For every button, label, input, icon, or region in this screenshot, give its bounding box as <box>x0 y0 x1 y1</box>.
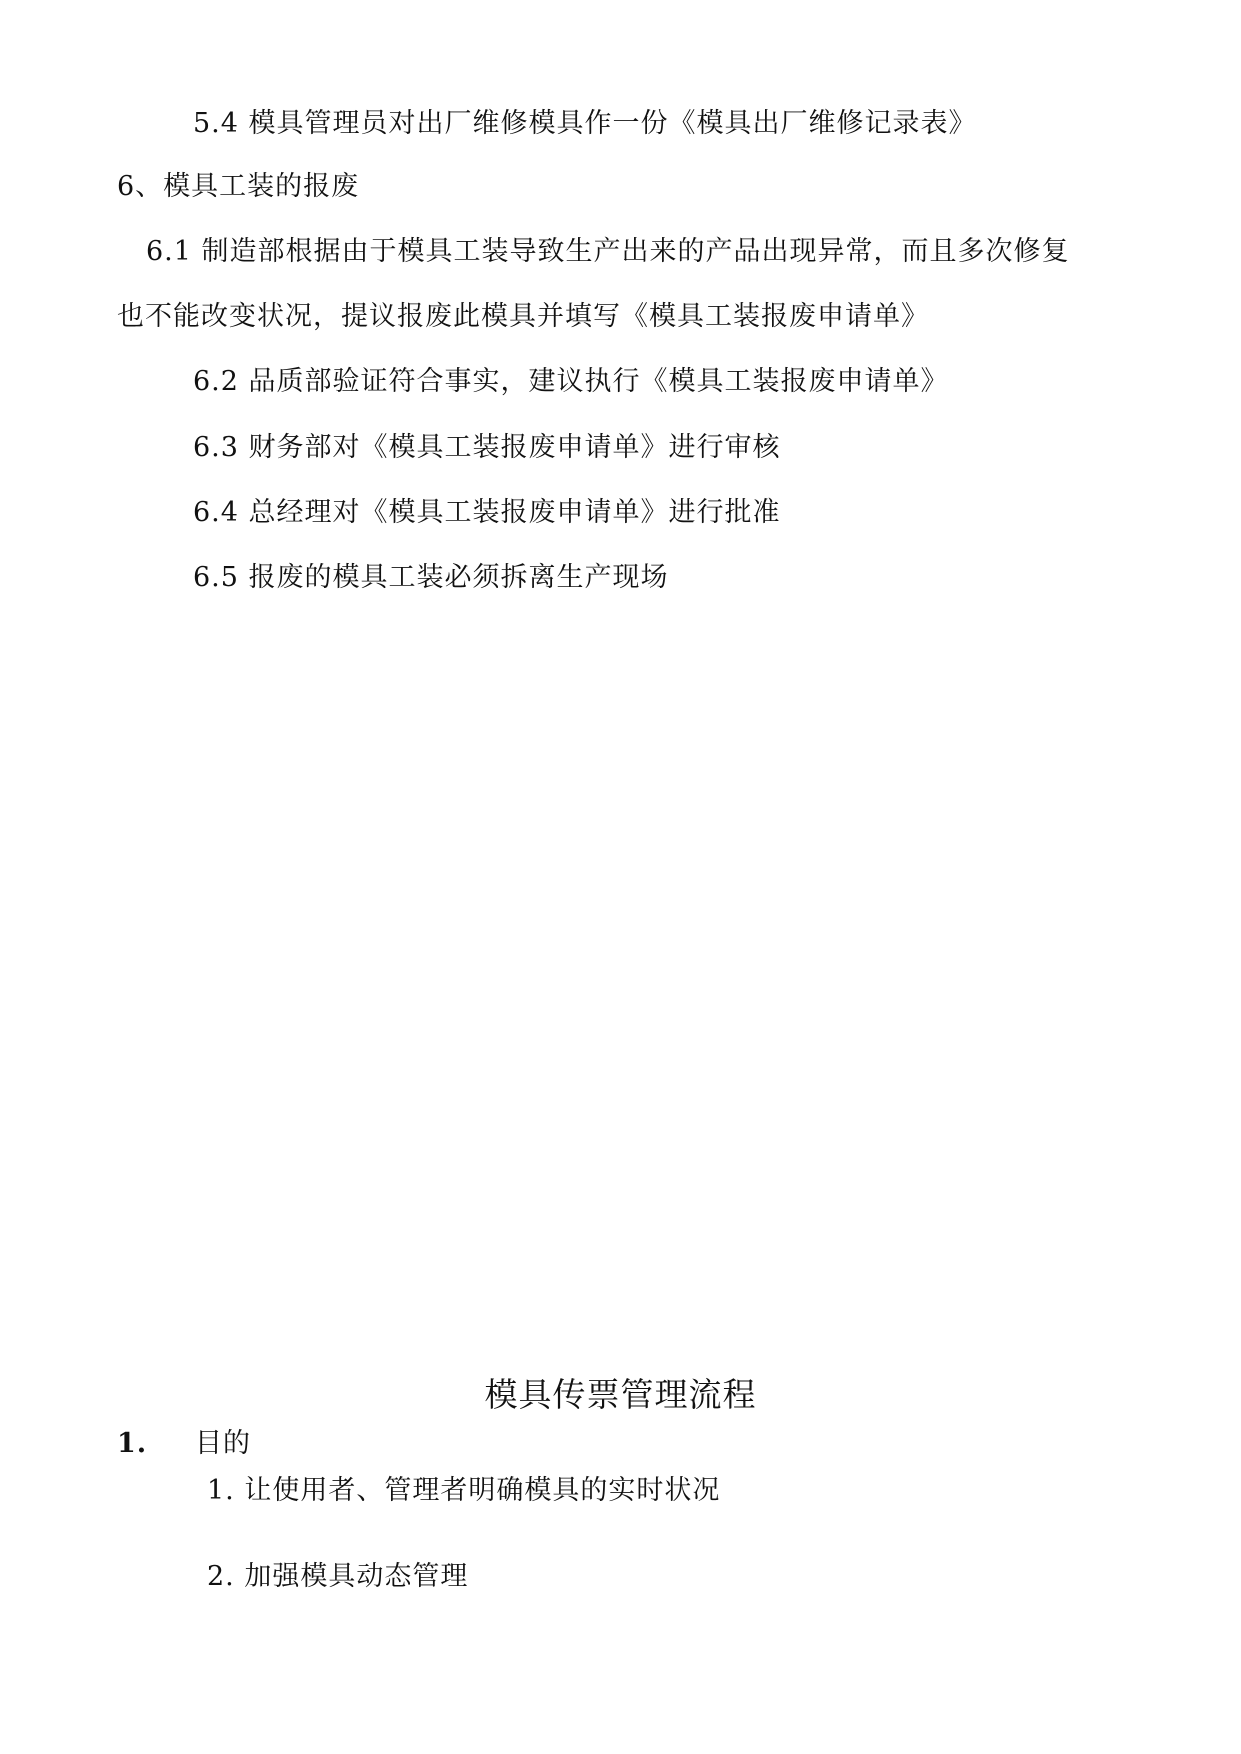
item-6-1-line-2: 也不能改变状况，提议报废此模具并填写《模具工装报废申请单》 <box>117 301 929 332</box>
item-6-5: 6.5 报废的模具工装必须拆离生产现场 <box>193 562 669 593</box>
item-5-4: 5.4 模具管理员对出厂维修模具作一份《模具出厂维修记录表》 <box>193 108 977 139</box>
item-6-4: 6.4 总经理对《模具工装报废申请单》进行批准 <box>193 497 781 528</box>
purpose-item-1: 1. 让使用者、管理者明确模具的实时状况 <box>207 1475 721 1506</box>
section-6-heading: 6、模具工装的报废 <box>117 171 360 202</box>
item-6-2: 6.2 品质部验证符合事实，建议执行《模具工装报废申请单》 <box>193 366 949 397</box>
flow-title: 模具传票管理流程 <box>484 1375 757 1414</box>
purpose-label: 目的 <box>195 1428 251 1459</box>
item-6-1-line-1: 6.1 制造部根据由于模具工装导致生产出来的产品出现异常，而且多次修复 <box>146 236 1070 267</box>
item-6-3: 6.3 财务部对《模具工装报废申请单》进行审核 <box>193 432 781 463</box>
purpose-number: 1. <box>117 1428 148 1459</box>
purpose-item-2: 2. 加强模具动态管理 <box>207 1561 469 1592</box>
